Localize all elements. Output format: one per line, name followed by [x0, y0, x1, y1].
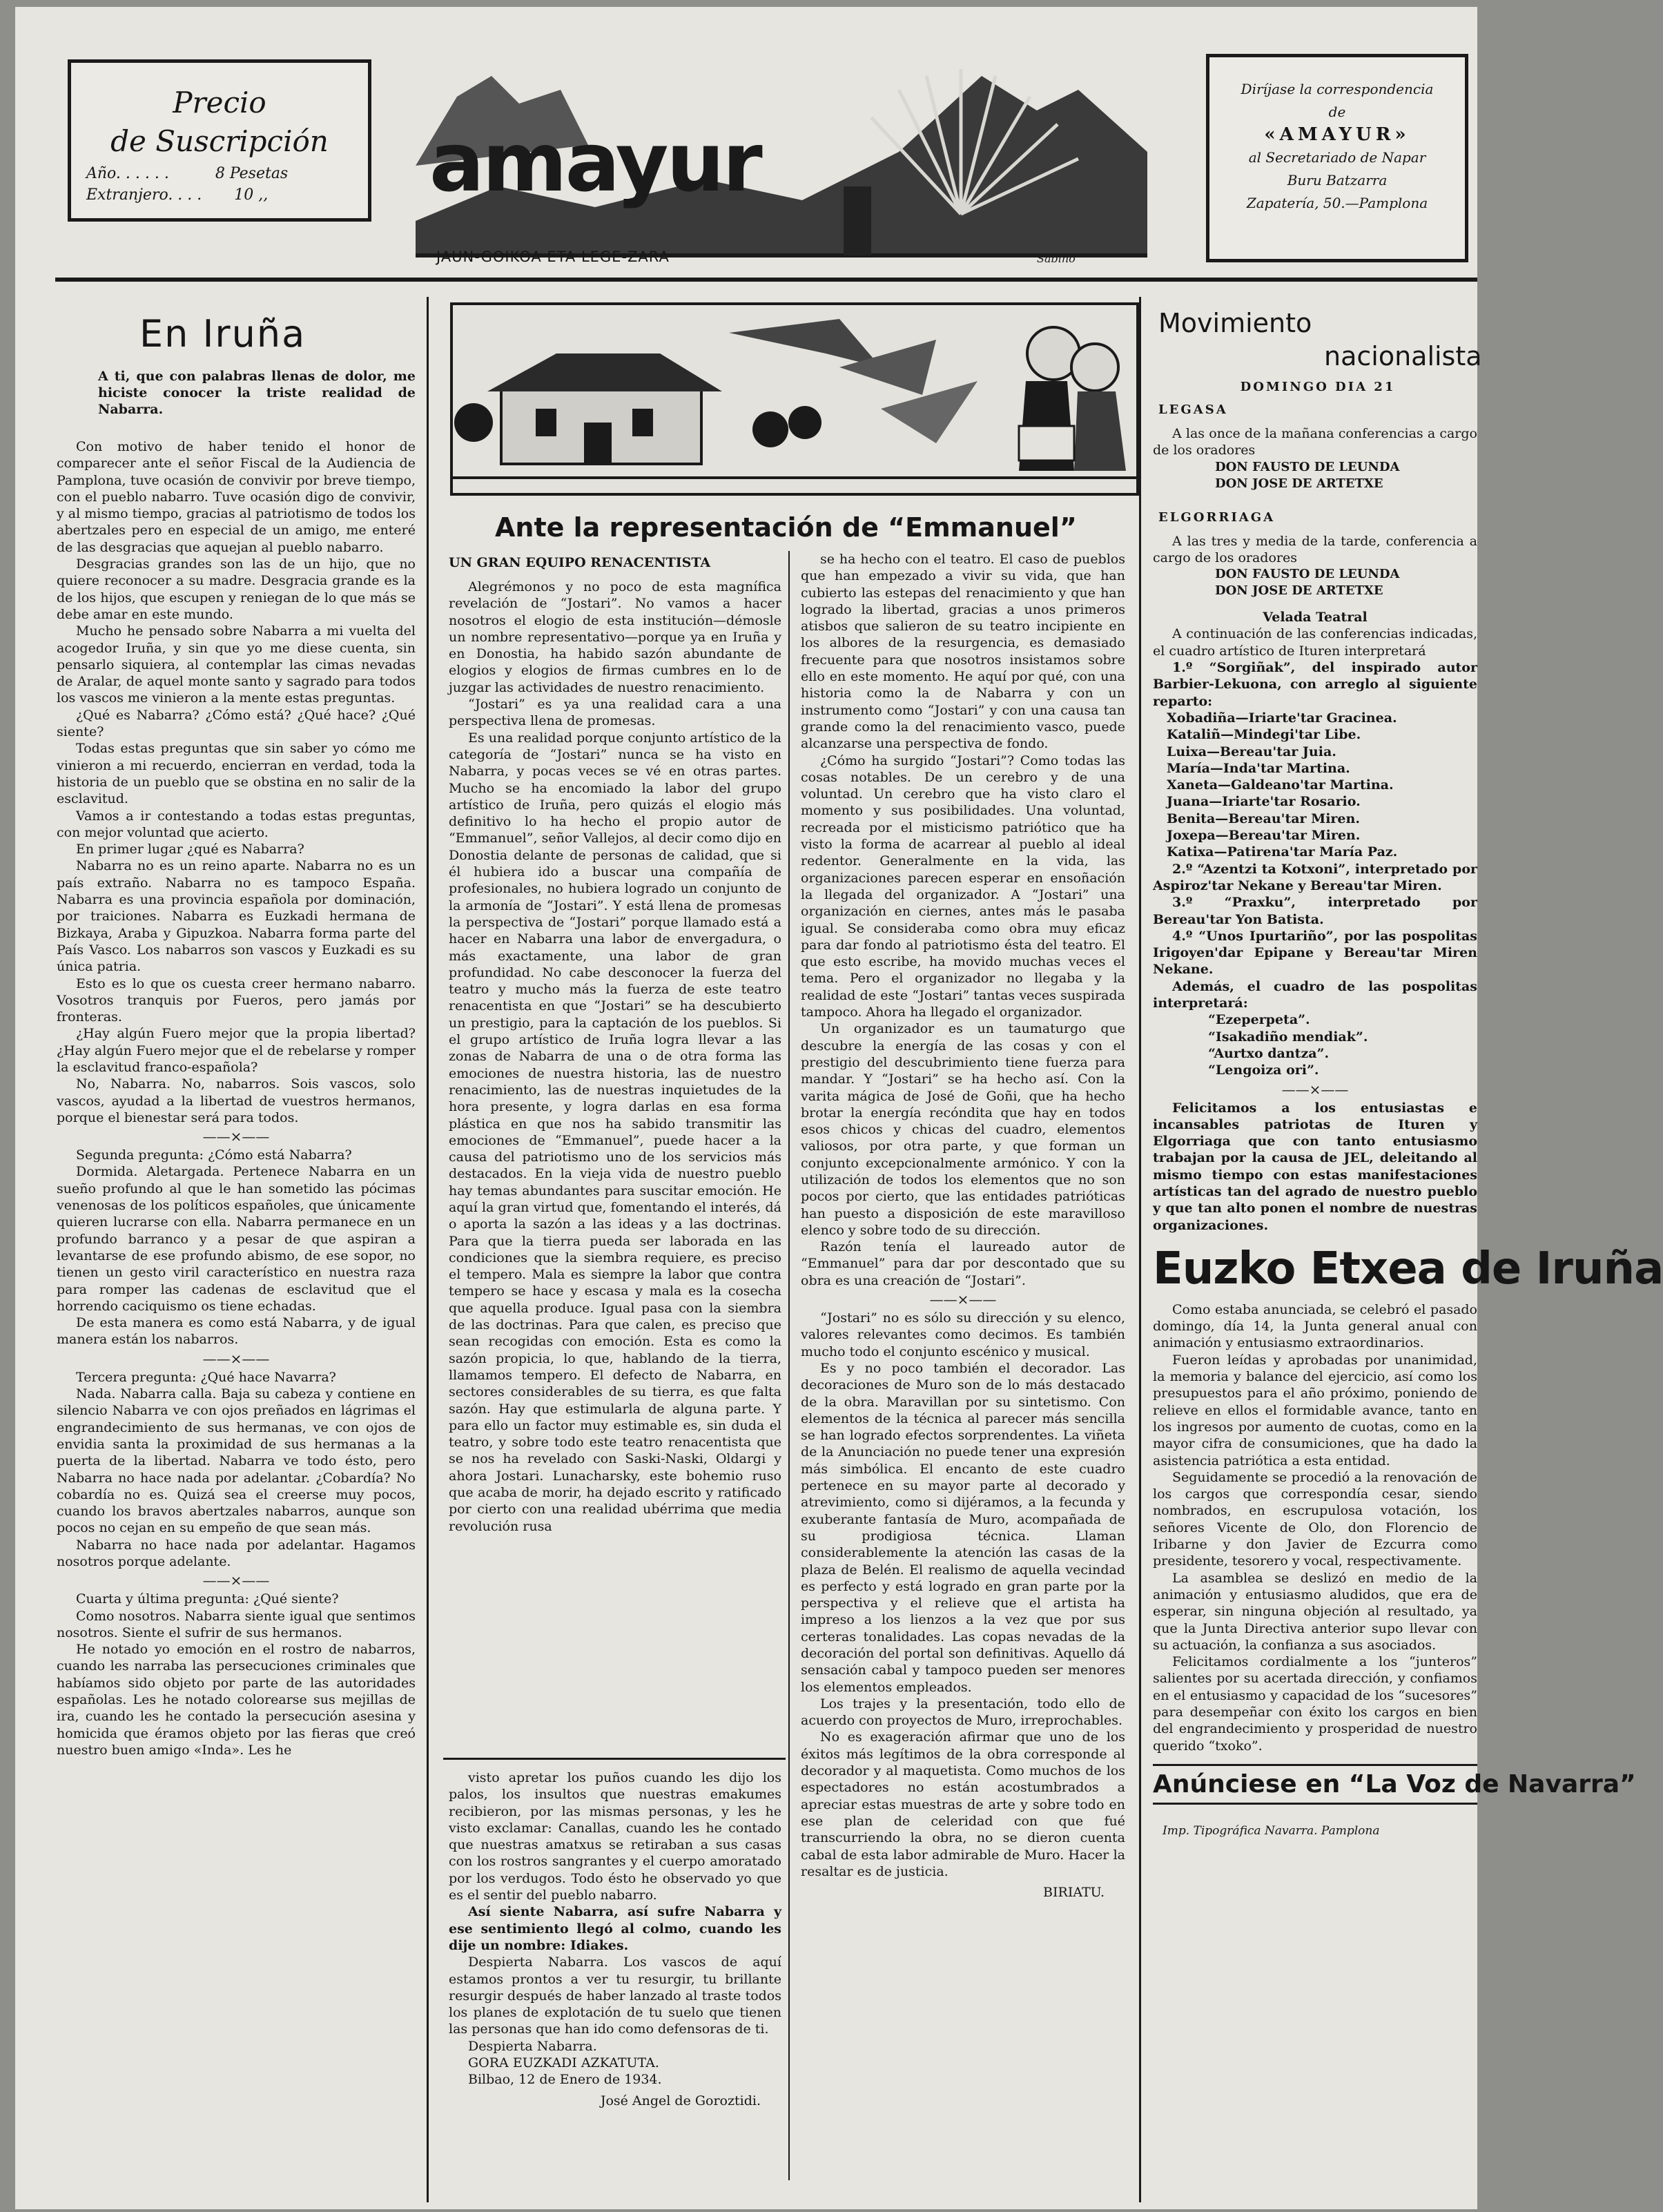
- paragraph: Despierta Nabarra.: [468, 2038, 597, 2054]
- paragraph: Razón tenía el laureado autor de “Emmanuel” para dar por descontado que su obra es una creación de “Jostari”.: [801, 1239, 1125, 1288]
- list-item: Benita—Bereau'tar Miren.: [1167, 811, 1360, 826]
- paragraph: se ha hecho con el teatro. El caso de pueblos que han empezado a vivir su vida, que han cubierto las estepas del renacimiento y que han logrado la libertad, gracias a unos primeros atisbos que salieron de su teatro incipiente en los albores de la resurgencia, es demasiado frecuente para que nosotros insistamos sobre ello en este momento. He aquí por qué, con una historia como la de Nabarra y con un instrumento como “Jostari” y con una causa tan grande como la del renacimiento vasco, puede alcanzarse una perspectiva de fondo.: [801, 552, 1125, 752]
- paragraph: 3.º “Praxku”, interpretado por Bereau'tar Yon Batista.: [1153, 895, 1477, 927]
- subscription-abroad: Extranjero. . . . 10 ,,: [86, 186, 269, 204]
- paragraph: Vamos a ir contestando a todas estas preguntas, con mejor voluntad que acierto.: [57, 808, 416, 840]
- place-legasa: LEGASA: [1158, 402, 1228, 417]
- list-item: Katixa—Patirena'tar María Paz.: [1167, 844, 1398, 860]
- correspondence-box: [1206, 54, 1468, 262]
- place-elgorriaga: ELGORRIAGA: [1158, 510, 1276, 525]
- separator: ——×——: [929, 1291, 997, 1308]
- velada-heading: Velada Teatral: [1263, 610, 1368, 625]
- event-date: DOMINGO DIA 21: [1240, 380, 1396, 394]
- list-item: Joxepa—Bereau'tar Miren.: [1167, 828, 1361, 844]
- paragraph: A continuación de las conferencias indicadas, el cuadro artístico de Ituren interpretará: [1153, 626, 1477, 659]
- corr-line-1: Diríjase la correspondencia: [1241, 81, 1434, 97]
- paragraph: Alegrémonos y no poco de esta magnífica revelación de “Jostari”. No vamos a hacer nosotros el elogio de esta institución—démosle un nombre representativo—porque ya en Iruña y en Donostia, ha habido sazón abundante de elogios y elogios de firmas cumbres en lo de juzgar las actividades de nuestro renacimiento.: [449, 579, 781, 695]
- paragraph: Nabarra no hace nada por adelantar. Hagamos nosotros porque adelante.: [57, 1537, 416, 1569]
- advertisement: Anúnciese en “La Voz de Navarra”: [1153, 1769, 1636, 1798]
- list-item: “Aurtxo dantza”.: [1208, 1045, 1330, 1061]
- paragraph: Es y no poco también el decorador. Las decoraciones de Muro son de lo más destacado de la obra. Maravillan por su sintetismo. Con elementos de la técnica al parecer más sencilla se han logrado efectos sorprendentes. La viñeta de la Anunciación no puede tener una expresión más simbólica. El encanto de este cuadro pertenece en su mayor parte al decorado y atrevimiento, como si dijéramos, a la fecunda y exuberante fantasía de Muro, acompañada de su prodigiosa técnica. Llaman considerablemente la atención las casas de la plaza de Belén. El realismo de aquella vecindad es perfecto y está logrado en gran parte por la perspectiva y el relieve que el artista ha impreso a los lienzos a la vez que por sus certeras tonalidades. Las copas nevadas de la decoración del portal son definitivas. Aquello dá sensación cabal y tampoco pueden ser menores los elementos empleados.: [801, 1360, 1125, 1695]
- list-item: “Lengoiza ori”.: [1208, 1063, 1319, 1078]
- paragraph: ¿Cómo ha surgido “Jostari”? Como todas las cosas notables. De un cerebro y de una voluntad. Un cerebro que ha visto claro el momento y sus posibilidades. Una voluntad, recreada por el misticismo patriótico que ha visto la forma de acarrear al pueblo al ideal redentor. Generalmente en la vida, las organizaciones parecen esperar en ensoñación la llegada del organizador. A “Jostari” una organización en ciernes, antes más le pasaba igual. Se consideraba como obra muy eficaz para dar fondo al patriotismo ésta del teatro. El que esto escribe, ha movido muchas veces el tema. Pero el organizador no llegaba y la realidad de este “Jostari” tantas veces suspirada tampoco. Ahora ha llegado el organizador.: [801, 753, 1125, 1020]
- paragraph: Un organizador es un taumaturgo que descubre la energía de las cosas y con el prestigio del descubrimiento tiene fuerza para mandar. Y “Jostari” se ha hecho así. Con la varita mágica de José de Goñi, que ha hecho brotar la energía recóndita que hay en todos esos chicos y chicas del cuadro, elementos valiosos, por otra parte, y que forman un conjunto excepcionalmente armónico. Y con la utilización de todos los elementos que no son pocos por cierto, que las entidades patrióticas han puesto a disposición de este maravilloso elenco y sobre todo de su dirección.: [801, 1021, 1125, 1238]
- paragraph: Además, el cuadro de las pospolitas interpretará:: [1153, 978, 1477, 1011]
- paragraph: Tercera pregunta: ¿Qué hace Navarra?: [76, 1369, 336, 1385]
- emmanuel-left-column: [449, 555, 781, 1535]
- column-rule-1: [427, 297, 429, 2202]
- paragraph: Es una realidad porque conjunto artístico de la categoría de “Jostari” nunca se ha visto en Nabarra, y pocas veces se vé en otras partes. Mucho se ha encomiado la labor del grupo artístico de Iruña, pero quizás el elogio más definitivo lo ha hecho el propio autor de “Emmanuel”, señor Vallejos, al decir como dijo en Donostia delante de personas de calidad, que si él hubiera ido a buscar una compañía de profesionales, no hubiera logrado un conjunto de la armonía de “Jostari”. Y está llena de promesas la perspectiva de “Jostari” porque llamado está a hacer en Nabarra una labor de envergadura, o más exactamente, una labor de gran profundidad. No cabe desconocer la fuerza del teatro y mucho más la fuerza de este teatro renacentista en que “Jostari” se ha descubierto un prestigio, para la captación de los pueblos. Si el grupo artístico de Iruña logra llevar a las zonas de Nabarra de una o de otra forma las emociones de nuestra historia, las de nuestro renacimiento, las de nuestras inquietudes de la hora presente, y logra darlas en esa forma plástica en que nos ha sabido transmitir las emociones de “Emmanuel”, puede hacer a la causa del patriotismo uno de los servicios más destacados. En la vieja vida de nuestro pueblo hay temas abundantes para suscitar emoción. He aquí la gran virtud que, fomentando el interés, dá o aporta la sazón a las ideas y a las doctrinas. Para que la tierra pueda ser laborada en las condiciones que la siembra requiere, es preciso el tempero. Mala es siempre la labor que contra tempero se hace y escasa y mala es la cosecha que aquella produce. Igual pasa con la siembra de las doctrinas. Para que calen, es preciso que sean recogidas con emoción. Esta es como la sazón propicia, lo que, hablando de la tierra, llamamos tempero. El defecto de Nabarra, en sectores considerables de su tierra, es que falta sazón. Hay que estimularla de alguna parte. Y para ello un factor muy estimable es, sin duda el teatro, y sobre todo este teatro renacentista que se nos ha revelado con Saski-Naski, Oldargi y ahora Jostari. Lunacharsky, este bohemio ruso que acaba de morir, ha dejado escrito y ratificado por cierto con una realidad ubérrima que media revolución rusa: [449, 730, 781, 1534]
- article-title-euzko-etxea: Euzko Etxea de Iruña: [1153, 1243, 1663, 1294]
- subscription-year: Año. . . . . . 8 Pesetas: [86, 165, 289, 182]
- list-item: María—Inda'tar Martina.: [1167, 760, 1350, 776]
- emmanuel-right-column: [801, 551, 1125, 1901]
- list-item: Xaneta—Galdeano'tar Martina.: [1167, 777, 1394, 793]
- newspaper-logo: amayur: [429, 115, 761, 210]
- separator: ——×——: [202, 1128, 270, 1145]
- section-title: Movimiento nacionalista: [1158, 308, 1482, 371]
- article-illustration: [450, 302, 1139, 496]
- paragraph: Esto es lo que os cuesta creer hermano nabarro. Vosotros tranquis por Fueros, pero jamás por fronteras.: [57, 976, 416, 1025]
- paragraph: De esta manera es como está Nabarra, y de igual manera están los nabarros.: [57, 1315, 416, 1348]
- list-item: “Isakadiño mendiak”.: [1208, 1029, 1368, 1045]
- paragraph: Nabarra no es un reino aparte. Nabarra no es un país extraño. Nabarra no es tampoco España. Nabarra es una provincia española por dominación, por traiciones. Nabarra es Euzkadi hermana de Bizkaya, Araba y Gipuzkoa. Nabarra forma parte del País Vasco. Los nabarros son vascos y Euzkadi es su única patria.: [57, 858, 416, 975]
- masthead-tagline: JAUN-GOIKOA ETA LEGE-ZARA: [436, 249, 670, 265]
- paragraph: ¿Qué es Nabarra? ¿Cómo está? ¿Qué hace? ¿Qué siente?: [57, 707, 416, 740]
- paragraph: Con motivo de haber tenido el honor de comparecer ante el señor Fiscal de la Audiencia de Pamplona, tuve ocasión de convivir por breve tiempo, con el pueblo nabarro. Tuve ocasión digo de convivir, y al mismo tiempo, gracias al patriotismo de todos los abertzales pero en especial de un amigo, me enteré de las desgracias que aquejan al pueblo nabarro.: [57, 439, 416, 555]
- paragraph: No es exageración afirmar que uno de los éxitos más legítimos de la obra corresponde al decorador y al maquetista. Como muchos de los espectadores no están acostumbrados a apreciar estas muestras de arte y sobre todo en ese plan de celeridad con que fué transcurriendo la obra, no se dieron cuenta cabal de esta labor admirable de Muro. Hacer la resaltar es de justicia.: [801, 1729, 1125, 1879]
- cast-list: [1153, 710, 1477, 861]
- paragraph: Así siente Nabarra, así sufre Nabarra y ese sentimiento llegó al colmo, cuando les dije un nombre: Idiakes.: [449, 1904, 781, 1953]
- paragraph: 2.º “Azentzi ta Kotxoni”, interpretado por Aspiroz'tar Nekane y Bereau'tar Miren.: [1153, 861, 1477, 893]
- corr-line-4: Buru Batzarra: [1287, 172, 1388, 188]
- corr-line-5: Zapatería, 50.—Pamplona: [1246, 195, 1428, 211]
- inner-column-rule: [788, 551, 790, 2180]
- author-signature: José Angel de Goroztidi.: [600, 2093, 761, 2108]
- illustrator-signature: Sabino: [1037, 252, 1076, 265]
- speaker: DON FAUSTO DE LEUNDA: [1215, 567, 1400, 582]
- paragraph: Como estaba anunciada, se celebró el pasado domingo, día 14, la Junta general anual con animación y entusiasmo extraordinarios.: [1153, 1301, 1477, 1351]
- list-item: Xobadiña—Iriarte'tar Gracinea.: [1167, 710, 1397, 726]
- paragraph: Felicitamos a los entusiastas e incansables patriotas de Ituren y Elgorriaga que con tanto entusiasmo trabajan por la causa de JEL, deleitando al mismo tiempo con estas manifestaciones artísticas tan del agrado de nuestro pueblo y que tan alto ponen el nombre de nuestras organizaciones.: [1153, 1100, 1477, 1233]
- paragraph: 1.º “Sorgiñak”, del inspirado autor Barbier-Lekuona, con arreglo al siguiente reparto:: [1153, 660, 1477, 709]
- speaker: DON JOSE DE ARTETXE: [1215, 476, 1383, 491]
- article-subtitle: UN GRAN EQUIPO RENACENTISTA: [449, 555, 711, 570]
- paragraph: Cuarta y última pregunta: ¿Qué siente?: [76, 1591, 339, 1607]
- paragraph: Desgracias grandes son las de un hijo, que no quiere reconocer a su madre. Desgracia grande es la de los hijos, que escupen y reniegan de lo que más se debe amar en este mundo.: [57, 556, 416, 622]
- paragraph: Fueron leídas y aprobadas por unanimidad, la memoria y balance del ejercicio, así como los presupuestos para el año próximo, poniendo de relieve en ellos el formidable avance, tanto en los ingresos por aumento de cuotas, como en la mayor cifra de consumiciones, que ha dado la asistencia patriótica a esta entidad.: [1153, 1352, 1477, 1468]
- paragraph: GORA EUZKADI AZKATUTA.: [468, 2055, 659, 2071]
- paragraph: 4.º “Unos Ipurtariño”, por las pospolitas Irigoyen'dar Epipane y Bereau'tar Miren Nekane.: [1153, 928, 1477, 978]
- corr-line-3: al Secretariado de Napar: [1248, 149, 1426, 166]
- paragraph: Mucho he pensado sobre Nabarra a mi vuelta del acogedor Iruña, y sin que yo me diese cuenta, sin pensarlo siquiera, al contemplar las cimas nevadas de Aralar, de aquel monte santo y sagrado para todos los vascos me vinieron a la mente estas preguntas.: [57, 623, 416, 706]
- paragraph: A las tres y media de la tarde, conferencia a cargo de los oradores: [1153, 533, 1477, 565]
- paragraph: Dormida. Aletargada. Pertenece Nabarra en un sueño profundo al que le han sometido las pócimas venenosas de los políticos españoles, que únicamente quieren lucrarse con ella. Nabarra permanece en un profundo barranco y a pesar de que aspiran a levantarse de ese profundo abismo, de ese sopor, no tienen un gesto viril característico en nuestra raza para romper las cadenas de esclavitud que el horrendo caciquismo os tiene echadas.: [57, 1164, 416, 1314]
- paragraph: Nada. Nabarra calla. Baja su cabeza y contiene en silencio Nabarra ve con ojos preñados en lágrimas el engrandecimiento de sus hermanas, ve con ojos de envidia santa la proximidad de sus hermanas a la puerta de la libertad. Nabarra ve todo ésto, pero Nabarra no hace nada por adelantar. ¿Cobardía? No cobardía no es. Quizá sea el creerse muy pocos, cuando los bravos abertzales nabarros, aunque son pocos no cejan en su empeño de que sean más.: [57, 1386, 416, 1536]
- article-dedication: A ti, que con palabras llenas de dolor, me hiciste conocer la triste realidad de Nabarra.: [98, 369, 416, 417]
- list-item: Juana—Iriarte'tar Rosario.: [1167, 794, 1361, 810]
- paragraph: visto apretar los puños cuando les dijo los palos, los insultos que nuestras emakumes recibieron, por las mismas personas, y les he visto exclamar: Canallas, cuando les he contado que nuestras amatxus se retiraban a sus casas con los rostros sangrantes y el cuerpo amoratado por los verdugos. Todo ésto he observado yo que es el sentir del pueblo nabarro.: [449, 1770, 781, 1903]
- printer-credit: Imp. Tipográfica Navarra. Pamplona: [1163, 1823, 1380, 1838]
- paragraph: ¿Hay algún Fuero mejor que la propia libertad? ¿Hay algún Fuero mejor que el de rebelarse y romper la esclavitud franco-española?: [57, 1026, 416, 1075]
- column-en-iruna: [57, 295, 416, 2209]
- paragraph: Seguidamente se procedió a la renovación de los cargos que correspondía cesar, siendo nombrados, en escrupulosa votación, los señores Vicente de Olo, don Florencio de Iribarne y don Javier de Ezcurra como presidente, tesorero y vocal, respectivamente.: [1153, 1469, 1477, 1569]
- article-body: [57, 438, 416, 1758]
- author-signature: BIRIATU.: [1043, 1885, 1105, 1901]
- paragraph: Despierta Nabarra. Los vascos de aquí estamos prontos a ver tu resurgir, tu brillante resurgir después de haber lanzado al traste todos los planes de explotación de tu suelo que tienen las personas que han ido como defensoras de ti.: [449, 1954, 781, 2037]
- article-title-en-iruna: En Iruña: [139, 312, 307, 356]
- article-title-emmanuel: Ante la representación de “Emmanuel”: [495, 512, 1077, 543]
- house-and-children-drawing: [453, 305, 1136, 493]
- column-emmanuel: [443, 295, 1134, 2209]
- list-item: Luixa—Bereau'tar Juia.: [1167, 744, 1336, 759]
- separator: ——×——: [1281, 1080, 1349, 1098]
- subscription-box: [68, 59, 371, 222]
- corr-line-2: de: [1328, 104, 1346, 120]
- paragraph: Todas estas preguntas que sin saber yo cómo me vinieron a mi recuerdo, encierran en verdad, toda la historia de un pueblo que se obstina en no salir de la esclavitud.: [57, 741, 416, 807]
- separator: ——×——: [202, 1350, 270, 1367]
- paragraph: “Jostari” es ya una realidad cara a una perspectiva llena de promesas.: [449, 697, 781, 729]
- songs-list: [1153, 1011, 1477, 1078]
- en-iruna-continuation: [449, 1769, 781, 2109]
- paragraph: Los trajes y la presentación, todo ello de acuerdo con proyectos de Muro, irreprochables.: [801, 1696, 1125, 1729]
- corr-name: «AMAYUR»: [1264, 124, 1410, 145]
- column-rule-2: [1139, 297, 1141, 2202]
- advertisement-box: [1153, 1764, 1636, 1805]
- top-rule: [55, 278, 1477, 282]
- inner-rule: [443, 1758, 786, 1760]
- list-item: “Ezeperpeta”.: [1208, 1012, 1310, 1028]
- paragraph: “Jostari” no es sólo su dirección y su elenco, valores relevantes como decimos. Es también mucho todo el conjunto escénico y musical.: [801, 1310, 1125, 1359]
- newspaper-page: [15, 7, 1663, 2209]
- paragraph: No, Nabarra. No, nabarros. Sois vascos, solo vascos, ayudad a la libertad de vuestros hermanos, porque el bienestar será para todos.: [57, 1076, 416, 1125]
- separator: ——×——: [202, 1572, 270, 1589]
- paragraph: He notado yo emoción en el rostro de nabarros, cuando les narraba las persecuciones criminales que habíamos sido objeto por parte de las autoridades españolas. Les he notado colorearse sus mejillas de ira, cuando les he contado la persecución asesina y homicida que éramos objeto por las fieras que creó nuestro buen amigo «Inda». Les he: [57, 1642, 416, 1758]
- paragraph: En primer lugar ¿qué es Nabarra?: [76, 842, 304, 857]
- paragraph: Felicitamos cordialmente a los “junteros” salientes por su acertada dirección, y confiamos en el entusiasmo y capacidad de los “sucesores” para desempeñar con éxito los cargos en bien del engrandecimiento y prosperidad de nuestro querido “txoko”.: [1153, 1654, 1477, 1754]
- subscription-title-2: de Suscripción: [110, 124, 329, 158]
- subscription-title: Precio: [173, 86, 266, 119]
- paragraph: Como nosotros. Nabarra siente igual que sentimos nosotros. Siente el sufrir de sus hermanos.: [57, 1608, 416, 1640]
- paragraph: Bilbao, 12 de Enero de 1934.: [468, 2072, 662, 2088]
- list-item: Kataliñ—Mindegi'tar Libe.: [1167, 727, 1361, 743]
- speaker: DON FAUSTO DE LEUNDA: [1215, 459, 1400, 474]
- paragraph: A las once de la mañana conferencias a cargo de los oradores: [1153, 426, 1477, 458]
- paragraph: La asamblea se deslizó en medio de la animación y entusiasmo aludidos, que era de esperar, sin ninguna objeción al resultado, ya que la Junta Directiva anterior supo llevar con su actuación, la confianza a sus asociados.: [1153, 1570, 1477, 1653]
- paragraph: Segunda pregunta: ¿Cómo está Nabarra?: [76, 1147, 352, 1163]
- speaker: DON JOSE DE ARTETXE: [1215, 583, 1383, 599]
- column-movimiento: [1153, 295, 1663, 2209]
